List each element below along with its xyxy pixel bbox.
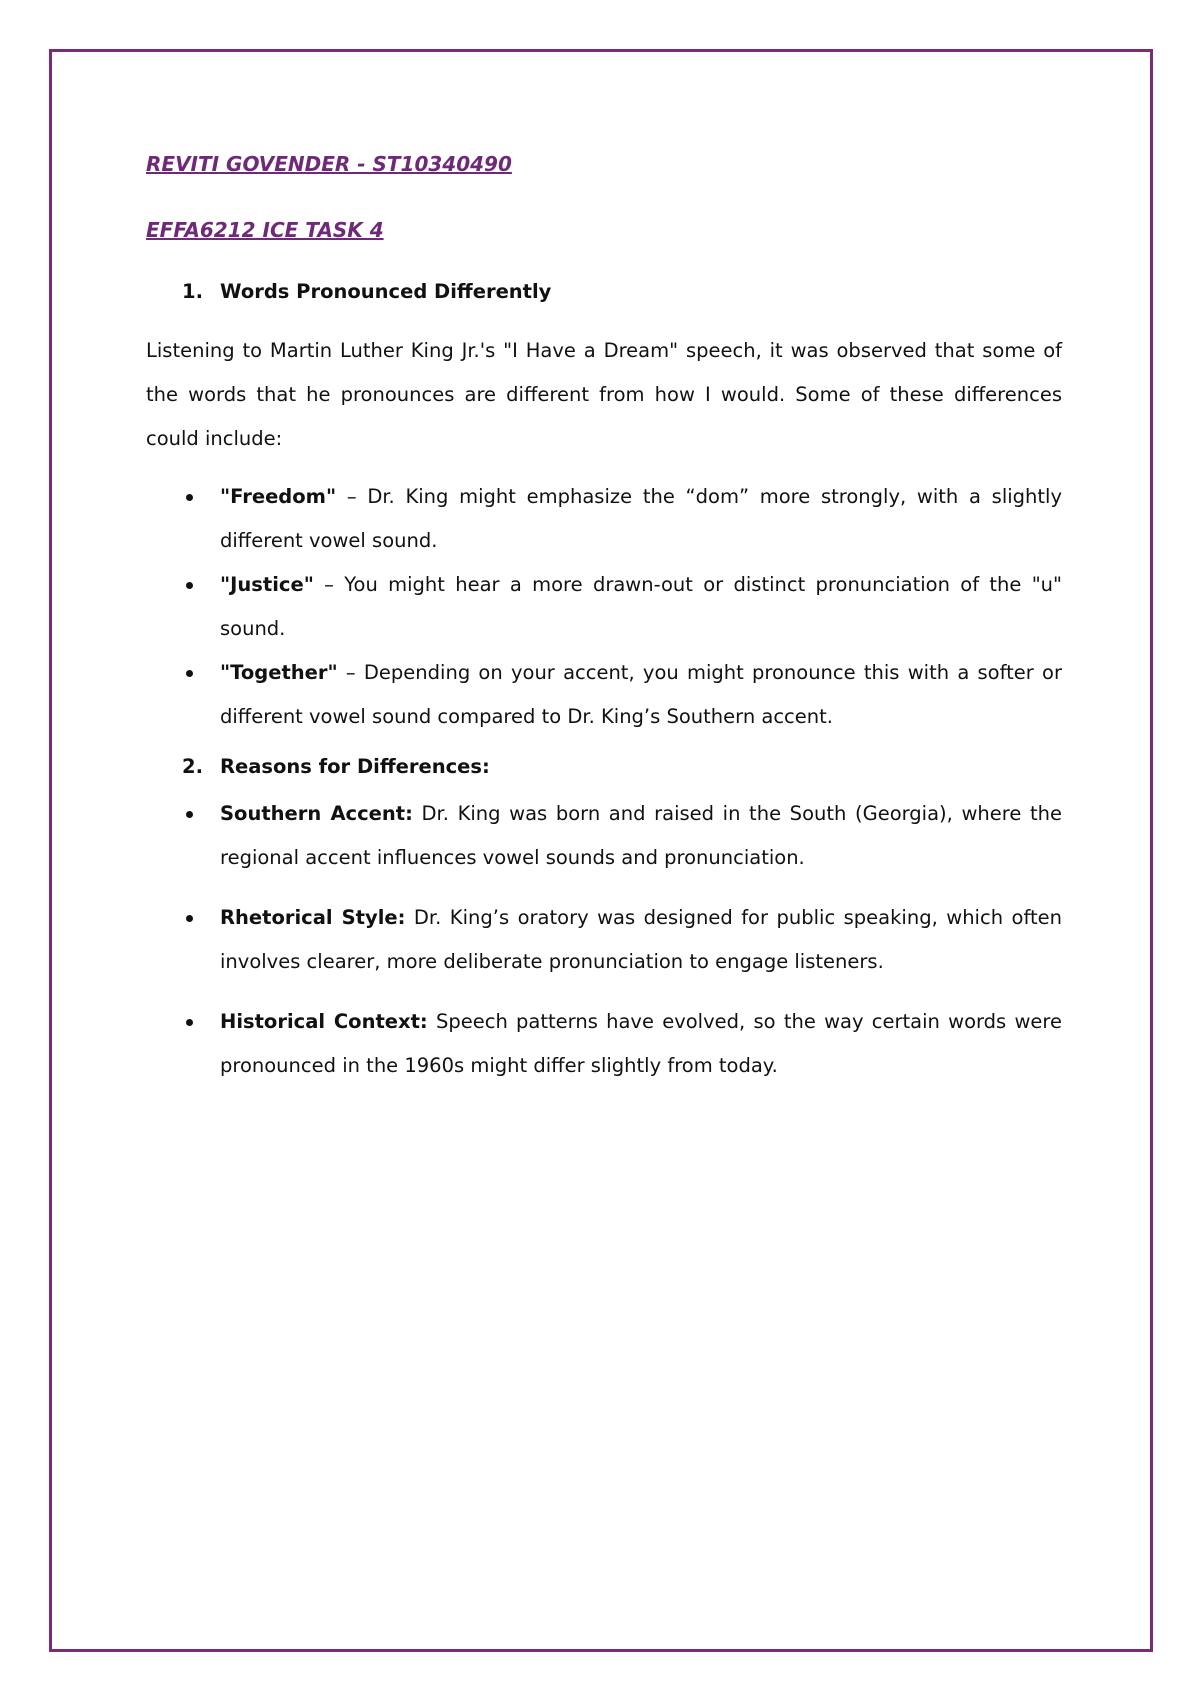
bullet-icon (186, 1019, 193, 1026)
list-item-text: – Dr. King might emphasize the “dom” more strongly, with a slightly different vowel sound. (220, 485, 1062, 552)
bullet-icon (186, 582, 193, 589)
document-body (146, 148, 1062, 1104)
section-1-number: 1. (182, 280, 203, 303)
list-item-text: – You might hear a more drawn-out or distinct pronunciation of the "u" sound. (220, 573, 1062, 640)
list-item-text: Dr. King’s oratory was designed for public speaking, which often involves clearer, more deliberate pronunciation to engage listeners. (220, 906, 1062, 973)
list-item (146, 896, 1062, 984)
section-1-title: Words Pronounced Differently (220, 280, 552, 303)
section-1-intro: Listening to Martin Luther King Jr.'s "I Have a Dream" speech, it was observed that some of the words that he pronounces are different from how I would. Some of these differences could include: (146, 339, 1062, 450)
list-item-text: – Depending on your accent, you might pronounce this with a softer or different vowel sound compared to Dr. King’s Southern accent. (220, 661, 1062, 728)
list-item (146, 475, 1062, 563)
list-item (146, 792, 1062, 880)
course-task-line: EFFA6212 ICE TASK 4 (146, 218, 384, 242)
list-item (146, 1000, 1062, 1088)
list-item-text: Speech patterns have evolved, so the way certain words were pronounced in the 1960s might differ slightly from today. (220, 1010, 1062, 1077)
bullet-icon (186, 811, 193, 818)
student-name-line: REVITI GOVENDER - ST10340490 (146, 152, 512, 176)
list-item-text: Dr. King was born and raised in the South (Georgia), where the regional accent influences vowel sounds and pronunciation. (220, 802, 1062, 869)
bullet-icon (186, 494, 193, 501)
list-item-term: Rhetorical Style: (220, 906, 406, 929)
section-1-heading (146, 280, 1062, 303)
list-item (146, 651, 1062, 739)
list-item-term: Southern Accent: (220, 802, 413, 825)
list-item-term: "Freedom" (220, 485, 337, 508)
bullet-icon (186, 915, 193, 922)
list-item (146, 563, 1062, 651)
list-item-term: Historical Context: (220, 1010, 428, 1033)
reasons-list (146, 792, 1062, 1088)
section-2-heading (146, 755, 1062, 778)
list-item-term: "Together" (220, 661, 338, 684)
section-2-number: 2. (182, 755, 203, 778)
bullet-icon (186, 670, 193, 677)
section-2-title: Reasons for Differences: (220, 755, 490, 778)
pronunciation-list (146, 475, 1062, 739)
list-item-term: "Justice" (220, 573, 314, 596)
